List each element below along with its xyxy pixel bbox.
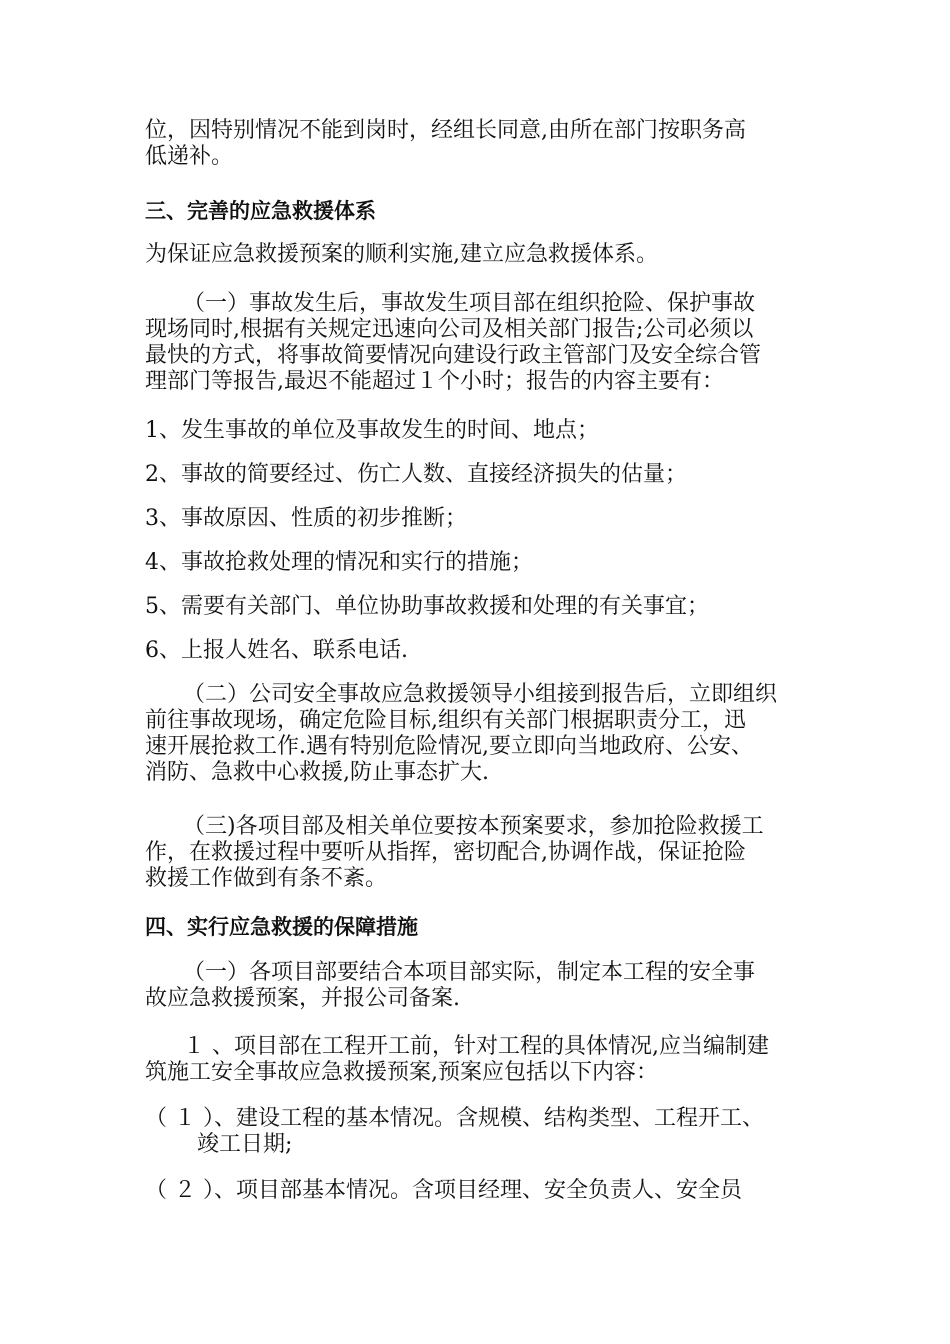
text-line: 消防、急救中心救援,防止事态扩大. bbox=[145, 760, 489, 785]
paragraph-plan-contents bbox=[145, 1034, 883, 1086]
text-line: 理部门等报告,最迟不能超过１个小时；报告的内容主要有： bbox=[145, 369, 724, 394]
section-heading-4: 四、实行应急救援的保障措施 bbox=[145, 915, 418, 939]
paragraph-leadership-response bbox=[145, 682, 883, 786]
list-item: 6、上报人姓名、联系电话. bbox=[145, 638, 408, 663]
list-item: 4、事故抢救处理的情况和实行的措施； bbox=[145, 550, 533, 575]
text-line: （一）各项目部要结合本项目部实际，制定本工程的安全事 bbox=[183, 960, 756, 985]
text-line: （三)各项目部及相关单位要按本预案要求，参加抢险救援工 bbox=[183, 814, 764, 839]
paragraph-project-plan bbox=[145, 960, 883, 1012]
text-line: 位，因特别情况不能到岗时，经组长同意,由所在部门按职务高 bbox=[145, 118, 746, 143]
text-line: 最快的方式，将事故简要情况向建设行政主管部门及安全综合管 bbox=[145, 343, 762, 368]
text-line: （二）公司安全事故应急救援领导小组接到报告后，立即组织 bbox=[183, 682, 778, 707]
text-line: １ 、项目部在工程开工前，针对工程的具体情况,应当编制建 bbox=[183, 1034, 769, 1059]
paragraph-system-intro: 为保证应急救援预案的顺利实施,建立应急救援体系。 bbox=[145, 242, 658, 267]
text-line: （ ２ ）、项目部基本情况。含项目经理、安全负责人、安全员 bbox=[145, 1178, 742, 1203]
text-line: 筑施工安全事故应急救援预案,预案应包括以下内容： bbox=[145, 1060, 658, 1085]
text-line: （ １ ）、建设工程的基本情况。含规模、结构类型、工程开工、 bbox=[145, 1106, 764, 1131]
text-line: 低递补。 bbox=[145, 144, 234, 169]
list-item: 1、发生事故的单位及事故发生的时间、地点； bbox=[145, 418, 599, 443]
sub-item-department-basics bbox=[145, 1178, 845, 1204]
paragraph-project-participation bbox=[145, 814, 883, 892]
paragraph-duty-succession bbox=[145, 118, 845, 170]
text-line: 作，在救援过程中要听从指挥，密切配合,协调作战，保证抢险 bbox=[145, 840, 746, 865]
text-line: 速开展抢救工作.遇有特别危险情况,要立即向当地政府、公安、 bbox=[145, 734, 753, 759]
list-item: 5、需要有关部门、单位协助事故救援和处理的有关事宜； bbox=[145, 594, 709, 619]
list-item: 2、事故的简要经过、伤亡人数、直接经济损失的估量； bbox=[145, 462, 687, 487]
text-line: 竣工日期; bbox=[197, 1132, 293, 1157]
text-line: （一）事故发生后，事故发生项目部在组织抢险、保护事故 bbox=[183, 291, 756, 316]
text-line: 前往事故现场，确定危险目标,组织有关部门根据职责分工，迅 bbox=[145, 708, 746, 733]
text-line: 故应急救援预案，并报公司备案. bbox=[145, 986, 460, 1011]
text-line: 现场同时,根据有关规定迅速向公司及相关部门报告;公司必须以 bbox=[145, 317, 754, 342]
section-heading-3: 三、完善的应急救援体系 bbox=[145, 199, 376, 223]
list-item: 3、事故原因、性质的初步推断； bbox=[145, 506, 467, 531]
sub-item-project-basics bbox=[145, 1106, 845, 1158]
paragraph-accident-report bbox=[145, 291, 883, 395]
text-line: 救援工作做到有条不紊。 bbox=[145, 866, 388, 891]
